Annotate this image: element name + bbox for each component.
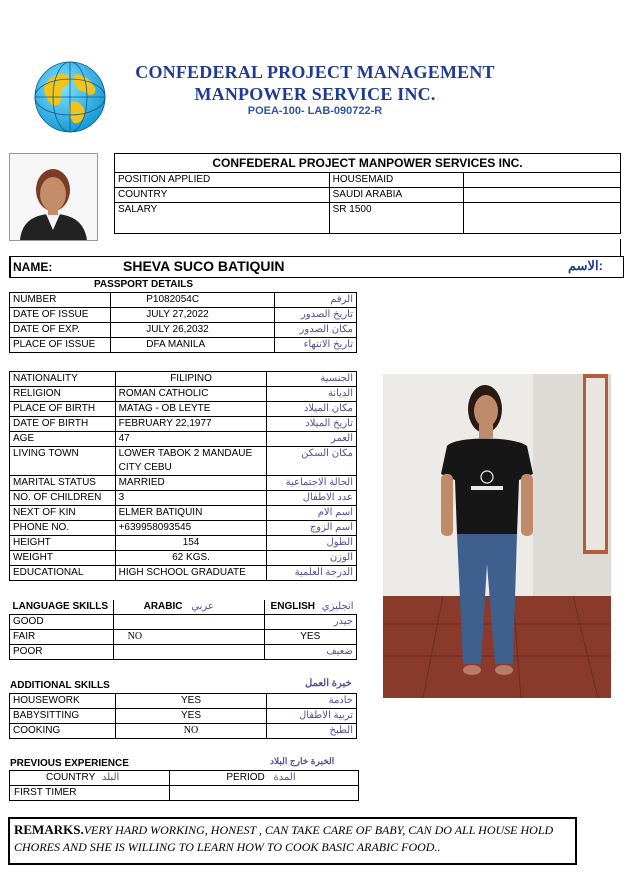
remarks-box [8, 817, 577, 865]
exp-date-value: JULY 26,2032 [111, 323, 275, 338]
height-value: 154 [115, 536, 267, 551]
babysitting-label: BABYSITTING [10, 709, 116, 724]
passport-number-label: NUMBER [10, 293, 111, 308]
period-col-ar: المدة [273, 772, 296, 783]
additional-skills-title-ar: خبرة العمل [305, 678, 352, 689]
education-ar: الدرجة العلمية [267, 566, 357, 581]
remarks-text: VERY HARD WORKING, HONEST , CAN TAKE CARE OF BABY, CAN DO ALL HOUSE HOLD CHORES AND SHE IS WILLING TO LEARN HOW TO COOK BASIC ARABIC FOOD.. [14, 823, 554, 854]
weight-label: WEIGHT [10, 551, 116, 566]
issue-date-label: DATE OF ISSUE [10, 308, 111, 323]
additional-skills-title: ADDITIONAL SKILLS [10, 680, 110, 691]
living-town-ar: مكان السكن [267, 447, 357, 476]
previous-experience-title: PREVIOUS EXPERIENCE [10, 758, 129, 769]
good-label: GOOD [10, 615, 114, 630]
issue-place-label: PLACE OF ISSUE [10, 338, 111, 353]
globe-icon [33, 60, 107, 134]
nationality-ar: الجنسية [267, 372, 357, 387]
birthplace-ar: مكان الميلاد [267, 402, 357, 417]
passport-number-ar: الرقم [274, 293, 356, 308]
issue-place-value: DFA MANILA [111, 338, 275, 353]
babysitting-value: YES [115, 709, 267, 724]
previous-experience-table [9, 770, 359, 801]
living-town-line2: CITY CEBU [118, 462, 172, 473]
poor-ar-label: ضعيف [326, 646, 353, 657]
housework-value: YES [115, 694, 267, 709]
height-ar: الطول [267, 536, 357, 551]
cooking-value: NO [115, 724, 267, 739]
weight-value: 62 KGS. [115, 551, 267, 566]
living-town-label: LIVING TOWN [10, 447, 116, 476]
arabic-col-en: ARABIC [143, 601, 183, 612]
fair-arabic-value: NO [113, 630, 264, 645]
salary-label: SALARY [115, 203, 330, 234]
country-col-en: COUNTRY [46, 772, 96, 783]
country-label: COUNTRY [115, 188, 330, 203]
age-ar: العمر [267, 432, 357, 447]
english-col-en: ENGLISH [270, 601, 315, 612]
housework-ar: خادمة [267, 694, 357, 709]
nationality-value: FILIPINO [115, 372, 267, 387]
exp-date-ar: مكان الصدور [274, 323, 356, 338]
phone-ar: اسم الزوج [267, 521, 357, 536]
additional-skills-table [9, 693, 357, 739]
education-value: HIGH SCHOOL GRADUATE [115, 566, 267, 581]
name-label: NAME: [13, 260, 53, 274]
name-label-arabic: الاسم: [568, 258, 603, 273]
table-edge [620, 239, 621, 257]
birthdate-value: FEBRUARY 22,1977 [115, 417, 267, 432]
phone-value: +639958093545 [115, 521, 267, 536]
education-label: EDUCATIONAL [10, 566, 116, 581]
cooking-label: COOKING [10, 724, 116, 739]
birthdate-label: DATE OF BIRTH [10, 417, 116, 432]
job-details-table [114, 153, 621, 234]
age-value: 47 [115, 432, 267, 447]
issue-date-ar: تاريخ الصدور [274, 308, 356, 323]
language-skills-table [9, 600, 357, 660]
experience-period [170, 786, 359, 801]
country-value: SAUDI ARABIA [329, 188, 464, 203]
babysitting-ar: تربية الاطفال [267, 709, 357, 724]
religion-label: RELIGION [10, 387, 116, 402]
nationality-label: NATIONALITY [10, 372, 116, 387]
fair-label: FAIR [10, 630, 114, 645]
name-bar [9, 256, 624, 278]
height-label: HEIGHT [10, 536, 116, 551]
poor-arabic-value [113, 645, 264, 660]
fair-english-value [264, 630, 356, 645]
job-table-title: CONFEDERAL PROJECT MANPOWER SERVICES INC. [115, 154, 621, 173]
passport-number-value: P1082054C [111, 293, 275, 308]
housework-label: HOUSEWORK [10, 694, 116, 709]
company-logo [33, 60, 107, 134]
poor-label: POOR [10, 645, 114, 660]
marital-value: MARRIED [115, 476, 267, 491]
birthdate-ar: تاريخ الميلاد [267, 417, 357, 432]
birthplace-label: PLACE OF BIRTH [10, 402, 116, 417]
exp-date-label: DATE OF EXP. [10, 323, 111, 338]
religion-value: ROMAN CATHOLIC [115, 387, 267, 402]
issue-date-value: JULY 27,2022 [111, 308, 275, 323]
period-col-en: PERIOD [226, 772, 265, 783]
religion-ar: الديانة [267, 387, 357, 402]
english-col-ar: انجليزي [321, 601, 354, 612]
children-ar: عدد الاطفال [267, 491, 357, 506]
arabic-column-header [113, 600, 264, 615]
good-arabic-value [113, 615, 264, 630]
marital-ar: الحالة الاجتماعية [267, 476, 357, 491]
cooking-ar: الطبخ [267, 724, 357, 739]
position-label: POSITION APPLIED [115, 173, 330, 188]
children-label: NO. OF CHILDREN [10, 491, 116, 506]
kin-label: NEXT OF KIN [10, 506, 116, 521]
language-skills-title: LANGUAGE SKILLS [10, 600, 114, 615]
arabic-col-ar: عربي [191, 601, 214, 612]
passport-table [9, 292, 357, 353]
passport-details-title: PASSPORT DETAILS [94, 279, 194, 290]
salary-value: SR 1500 [329, 203, 464, 234]
issue-place-ar: تاريخ الانتهاء [274, 338, 356, 353]
applicant-name: SHEVA SUCO BATIQUIN [123, 258, 285, 274]
personal-details-table [9, 371, 357, 581]
living-town-line1: LOWER TABOK 2 MANDAUE [118, 448, 253, 459]
poor-ar [264, 645, 356, 660]
period-column-header [170, 771, 359, 786]
previous-experience-title-ar: الخبرة خارج البلاد [270, 756, 335, 766]
experience-country: FIRST TIMER [10, 786, 170, 801]
kin-value: ELMER BATIQUIN [115, 506, 267, 521]
position-value: HOUSEMAID [329, 173, 464, 188]
good-ar-label: جيدر [333, 616, 353, 627]
headshot-photo [9, 153, 98, 241]
full-body-photo [383, 374, 611, 698]
good-ar [264, 615, 356, 630]
company-name-line2: MANPOWER SERVICE INC. [194, 84, 436, 104]
weight-ar: الوزن [267, 551, 357, 566]
country-column-header [10, 771, 170, 786]
remarks-label: REMARKS. [14, 822, 84, 837]
english-column-header [264, 600, 356, 615]
license-number: POEA-100- LAB-090722-R [247, 105, 383, 117]
children-value: 3 [115, 491, 267, 506]
age-label: AGE [10, 432, 116, 447]
kin-ar: اسم الام [267, 506, 357, 521]
phone-label: PHONE NO. [10, 521, 116, 536]
birthplace-value: MATAG - OB LEYTE [115, 402, 267, 417]
fair-english-text: YES [300, 631, 321, 642]
country-col-ar: البلد [101, 772, 120, 783]
marital-label: MARITAL STATUS [10, 476, 116, 491]
living-town-value [115, 447, 267, 476]
company-name-line1: CONFEDERAL PROJECT MANAGEMENT [135, 62, 495, 82]
